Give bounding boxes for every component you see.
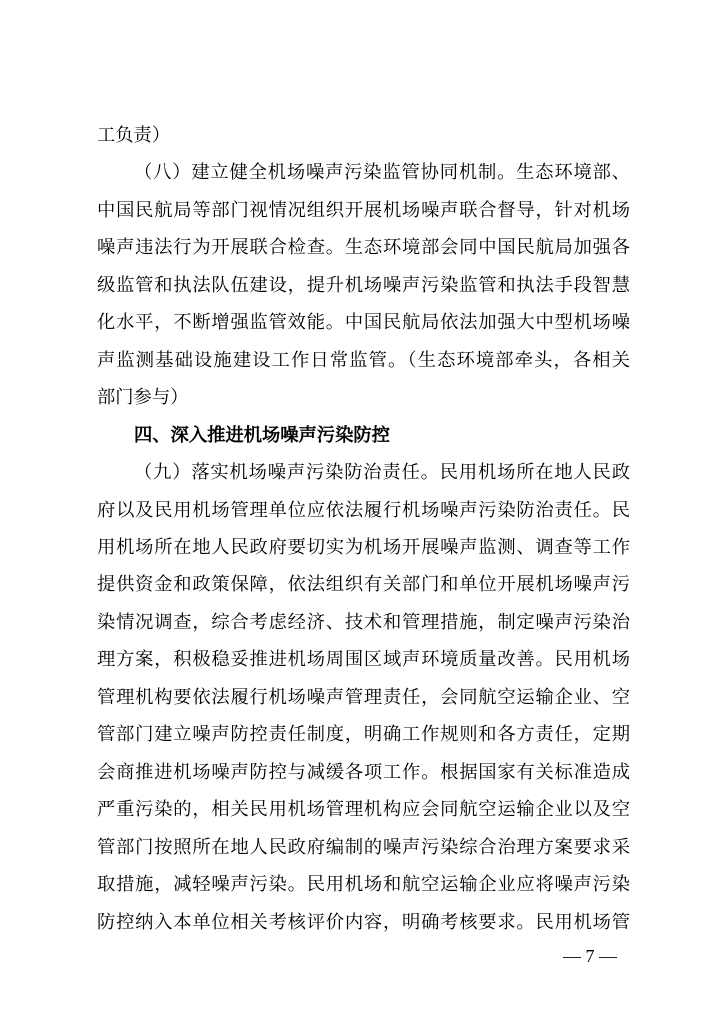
text-line: 工负责） xyxy=(97,125,171,146)
text-line: 防控纳入本单位相关考核评价内容，明确考核要求。民用机场管 xyxy=(97,912,630,933)
text-line: 用机场所在地人民政府要切实为机场开展噪声监测、调查等工作 xyxy=(97,537,630,558)
text-line: 声监测基础设施建设工作日常监管。（生态环境部牵头，各相关 xyxy=(97,350,630,371)
text-line: 部门参与） xyxy=(97,387,189,408)
page-number: — 7 — xyxy=(563,946,617,966)
text-line: 中国民航局等部门视情况组织开展机场噪声联合督导，针对机场 xyxy=(97,200,630,221)
text-line: 取措施，减轻噪声污染。民用机场和航空运输企业应将噪声污染 xyxy=(97,874,630,895)
text-line: 理方案，积极稳妥推进机场周围区域声环境质量改善。民用机场 xyxy=(97,649,630,670)
text-line: 严重污染的，相关民用机场管理机构应会同航空运输企业以及空 xyxy=(97,799,630,820)
text-line: 化水平，不断增强监管效能。中国民航局依法加强大中型机场噪 xyxy=(97,312,630,333)
text-line: （八）建立健全机场噪声污染监管协同机制。生态环境部、 xyxy=(134,162,630,183)
text-line: 府以及民用机场管理单位应依法履行机场噪声污染防治责任。民 xyxy=(97,500,630,521)
text-line: 级监管和执法队伍建设，提升机场噪声污染监管和执法手段智慧 xyxy=(97,275,630,296)
text-line: 提供资金和政策保障，依法组织有关部门和单位开展机场噪声污 xyxy=(97,574,630,595)
text-line: 管部门建立噪声防控责任制度，明确工作规则和各方责任，定期 xyxy=(97,724,630,745)
text-line: 噪声违法行为开展联合检查。生态环境部会同中国民航局加强各 xyxy=(97,237,630,258)
text-line: 管部门按照所在地人民政府编制的噪声污染综合治理方案要求采 xyxy=(97,837,630,858)
text-line: （九）落实机场噪声污染防治责任。民用机场所在地人民政 xyxy=(134,462,630,483)
text-line: 染情况调查，综合考虑经济、技术和管理措施，制定噪声污染治 xyxy=(97,612,630,633)
text-line: 管理机构要依法履行机场噪声管理责任，会同航空运输企业、空 xyxy=(97,687,630,708)
text-line: 会商推进机场噪声防控与减缓各项工作。根据国家有关标准造成 xyxy=(97,762,630,783)
section-heading: 四、深入推进机场噪声污染防控 xyxy=(134,425,390,446)
